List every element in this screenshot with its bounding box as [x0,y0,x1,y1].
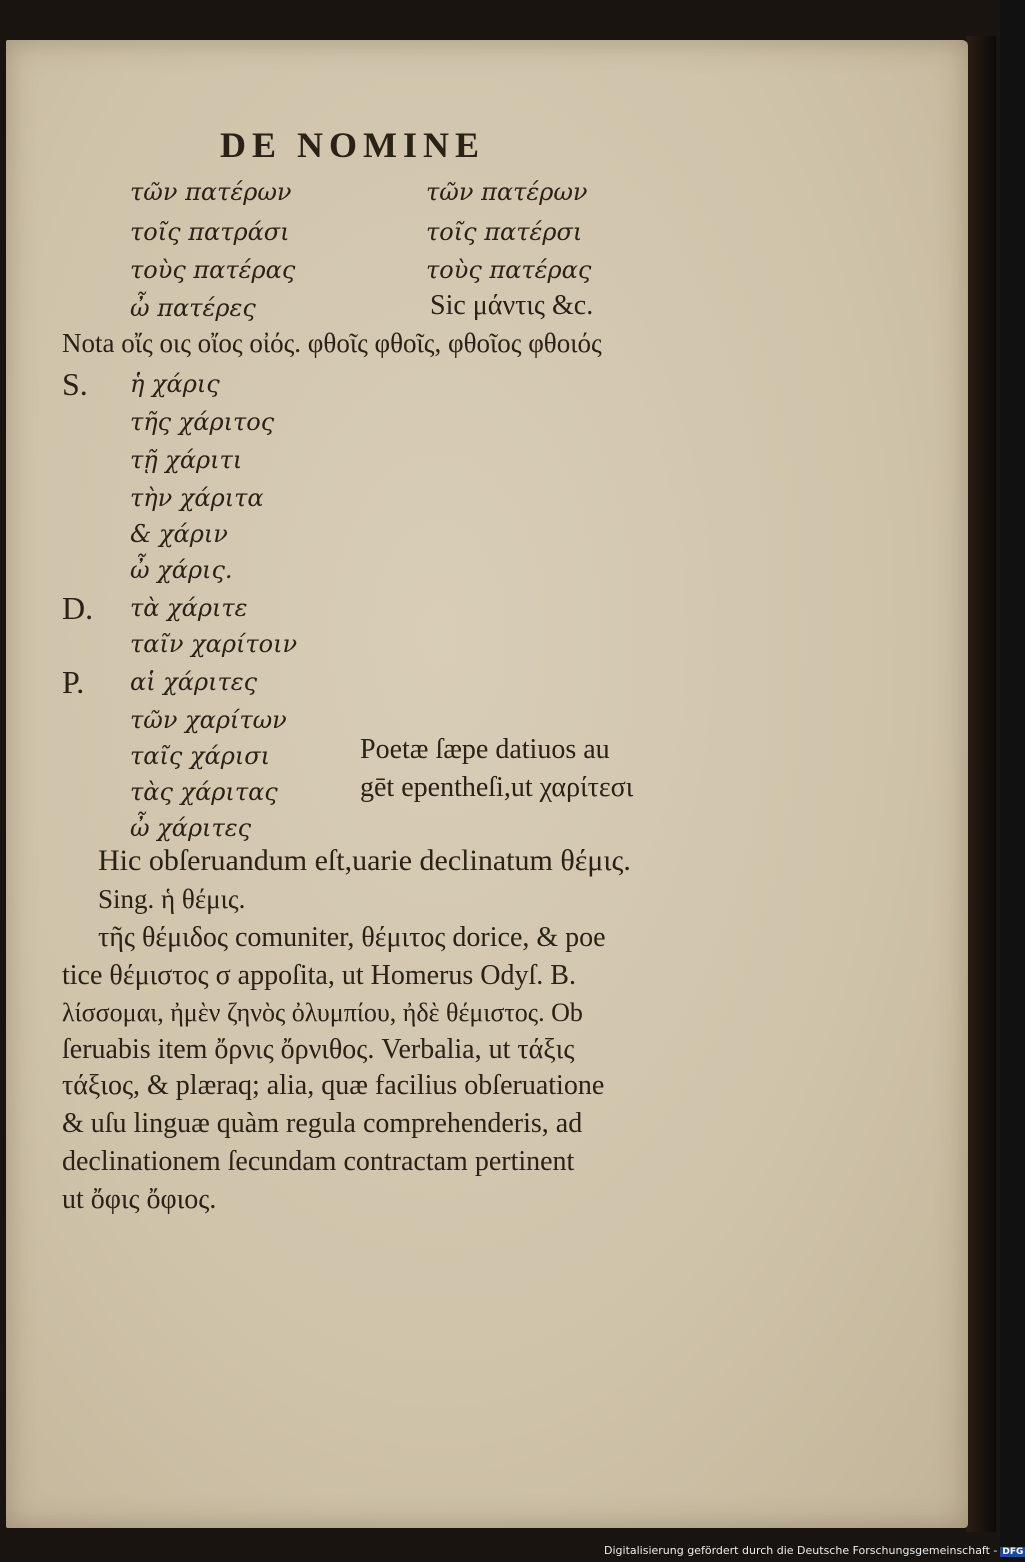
paradigm-left-2: τοῖς πατράσι [130,218,290,246]
body-line-5: λίσσομαι, ἠμὲν ζηνὸς ὀλυμπίου, ἠδὲ θέμιστος. Ob [62,998,583,1027]
singular-form-3: τῇ χάριτι [130,446,243,474]
singular-form-1: ἡ χάρις [130,370,220,398]
body-line-8: & uſu linguæ quàm regula comprehenderis, ad [62,1108,583,1139]
body-line-10: ut ὄφις ὄφιος. [62,1184,217,1215]
body-line-4: tice θέμιστος σ appoſita, ut Homerus Odyſ. B. [62,960,576,991]
label-singular: S. [62,366,88,402]
body-line-3: τῆς θέμιδος comuniter, θέμιτος dorice, & poe [98,922,606,953]
paradigm-right-4: Sic μάντις &c. [430,290,594,321]
dual-form-1: τὰ χάριτε [130,594,248,622]
side-note-line-2: gēt epentheſi,ut χαρίτεσι [360,772,634,803]
nota-line: Nota οἴς οις οἴος οἰός. φθοῖς φθοῖς, φθοῖος φθοιός [62,328,602,358]
paradigm-left-3: τοὺς πατέρας [130,256,296,284]
body-line-1: Hic obſeruandum eſt,uarie declinatum θέμις. [98,844,631,877]
paradigm-left-1: τῶν πατέρων [130,178,292,206]
label-plural: P. [62,664,85,700]
credit-text: Digitalisierung gefördert durch die Deutsche Forschungsgemeinschaft - [604,1544,998,1557]
book-edge [966,36,996,1532]
paradigm-right-3: τοὺς πατέρας [426,256,592,284]
body-line-6: ſeruabis item ὄρνις ὄρνιθος. Verbalia, ut τάξις [62,1034,575,1065]
paradigm-right-2: τοῖς πατέρσι [426,218,583,246]
digitization-credit [604,1544,1025,1557]
body-line-9: declinationem ſecundam contractam pertinent [62,1146,575,1177]
body-line-2: Sing. ἡ θέμις. [98,884,246,914]
singular-form-4: τὴν χάριτα [130,484,264,512]
plural-form-2: τῶν χαρίτων [130,706,287,734]
singular-form-6: ὦ χάρις. [130,556,233,584]
dual-form-2: ταῖν χαρίτοιν [130,630,298,658]
plural-form-3: ταῖς χάρισι [130,742,271,770]
plural-form-1: αἱ χάριτες [130,668,258,696]
body-line-7: τάξιος, & plæraq; alia, quæ facilius obſeruatione [62,1070,605,1101]
paradigm-left-4: ὦ πατέρες [130,294,256,322]
paradigm-right-1: τῶν πατέρων [426,178,588,206]
label-dual: D. [62,590,94,626]
plural-form-4: τὰς χάριτας [130,778,278,806]
running-title: DE NOMINE [220,125,486,165]
singular-form-5: & χάριν [130,520,228,548]
singular-form-2: τῆς χάριτος [130,408,275,436]
dfg-logo: DFG [1002,1547,1024,1557]
plural-form-5: ὦ χάριτες [130,814,252,842]
side-note-line-1: Poetæ ſæpe datiuos au [360,734,610,765]
